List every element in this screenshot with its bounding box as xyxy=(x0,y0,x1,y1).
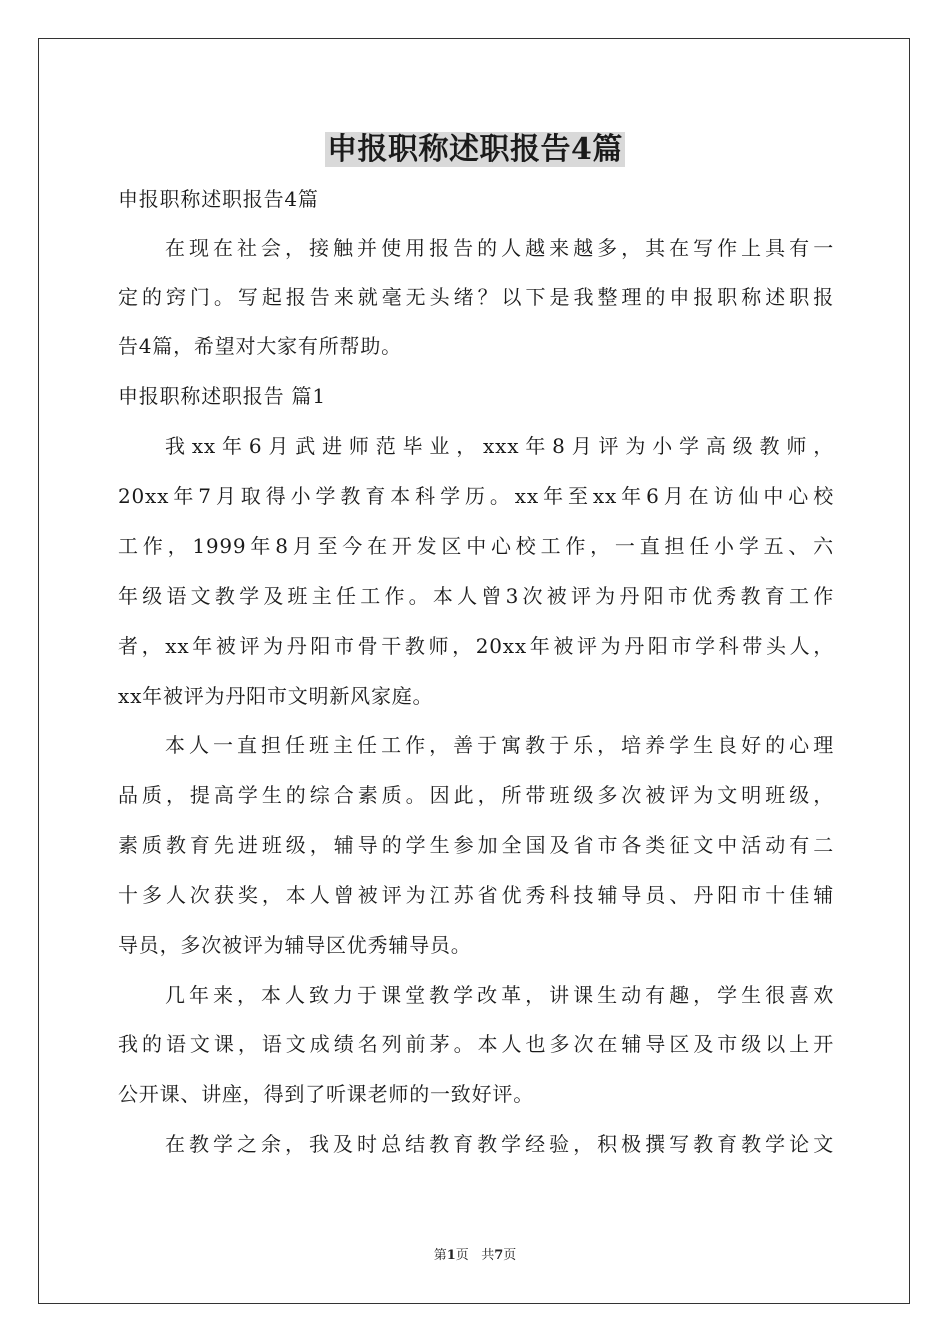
body-text-line: 告4篇，希望对大家有所帮助。 xyxy=(118,334,402,358)
body-text-line: 申报职称述职报告 篇1 xyxy=(118,384,326,408)
page-suffix: 页 xyxy=(455,1248,469,1263)
body-text-line: 工作，1999年8月至今在开发区中心校工作，一直担任小学五、六 xyxy=(118,534,834,558)
total-pages: 7 xyxy=(494,1248,504,1263)
body-text-line: 定的窍门。写起报告来就毫无头绪？以下是我整理的申报职称述职报 xyxy=(118,285,834,309)
body-text-line: 者，xx年被评为丹阳市骨干教师，20xx年被评为丹阳市学科带头人， xyxy=(118,634,834,658)
body-text-line: 导员，多次被评为辅导区优秀辅导员。 xyxy=(118,933,472,957)
document-title xyxy=(0,128,950,172)
body-text-line: 几年来，本人致力于课堂教学改革，讲课生动有趣，学生很喜欢 xyxy=(165,983,834,1007)
body-text-line: 在教学之余，我及时总结教育教学经验，积极撰写教育教学论文 xyxy=(165,1132,834,1156)
body-text-line: 年级语文教学及班主任工作。本人曾3次被评为丹阳市优秀教育工作 xyxy=(118,584,834,608)
page-footer xyxy=(0,1246,950,1266)
body-text-line: 在现在社会，接触并使用报告的人越来越多，其在写作上具有一 xyxy=(165,236,834,260)
body-text-line: 20xx年7月取得小学教育本科学历。xx年至xx年6月在访仙中心校 xyxy=(118,484,834,508)
body-text-line: 本人一直担任班主任工作，善于寓教于乐，培养学生良好的心理 xyxy=(165,733,834,757)
page-border xyxy=(38,38,910,1304)
page-number: 1 xyxy=(446,1248,456,1263)
body-text-line: 素质教育先进班级，辅导的学生参加全国及省市各类征文中活动有二 xyxy=(118,833,834,857)
total-suffix: 页 xyxy=(503,1248,517,1263)
body-text-line: 我xx年6月武进师范毕业，xxx年8月评为小学高级教师， xyxy=(165,434,834,458)
page-prefix: 第 xyxy=(433,1248,447,1263)
body-text-line: 公开课、讲座，得到了听课老师的一致好评。 xyxy=(118,1082,534,1106)
total-prefix: 共 xyxy=(481,1248,495,1263)
body-text-line: 品质，提高学生的综合素质。因此，所带班级多次被评为文明班级， xyxy=(118,783,834,807)
body-text-line: 十多人次获奖，本人曾被评为江苏省优秀科技辅导员、丹阳市十佳辅 xyxy=(118,883,834,907)
body-text-line: xx年被评为丹阳市文明新风家庭。 xyxy=(118,684,434,708)
body-text-line: 我的语文课，语文成绩名列前茅。本人也多次在辅导区及市级以上开 xyxy=(118,1032,834,1056)
document-subtitle: 申报职称述职报告4篇 xyxy=(118,187,319,211)
document-title-text: 申报职称述职报告4篇 xyxy=(327,132,623,167)
